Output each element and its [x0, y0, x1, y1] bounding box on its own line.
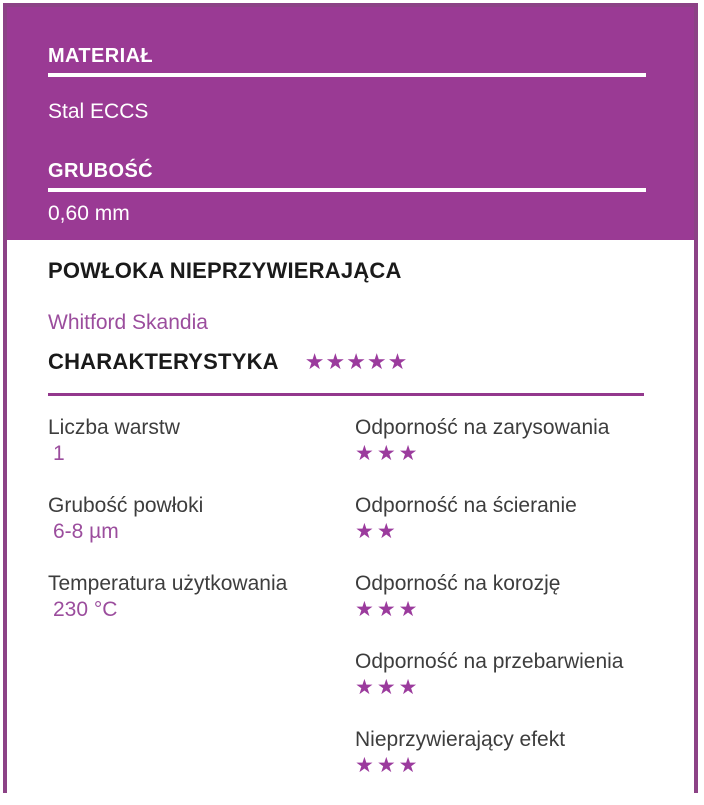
- prop-odpornosc-scieranie: [355, 493, 645, 571]
- prop-label: Odporność na ścieranie: [355, 494, 577, 517]
- coating-section: [7, 240, 694, 805]
- thickness-label: GRUBOŚĆ: [48, 160, 154, 182]
- material-label: MATERIAŁ: [48, 45, 154, 67]
- prop-odpornosc-korozje: [355, 571, 645, 649]
- prop-value: 230 °C: [53, 598, 118, 621]
- rating-stars: ★★★: [355, 442, 421, 465]
- prop-label: Nieprzywierający efekt: [355, 728, 566, 751]
- prop-grubosc-powloki: [48, 493, 355, 571]
- material-header-section: [7, 7, 694, 240]
- prop-value: 6-8 µm: [53, 520, 119, 543]
- characteristics-row: [48, 349, 645, 375]
- thickness-value: 0,60 mm: [48, 202, 130, 225]
- prop-label: Grubość powłoki: [48, 494, 204, 517]
- thickness-underline: [48, 188, 646, 192]
- prop-odpornosc-zarysowania: [355, 415, 645, 493]
- prop-label: Liczba warstw: [48, 416, 180, 439]
- prop-label: Odporność na przebarwienia: [355, 650, 624, 673]
- characteristics-label: CHARAKTERYSTYKA: [48, 349, 279, 374]
- section-divider: [48, 393, 644, 396]
- material-underline: [48, 73, 646, 77]
- properties-column-right: [355, 415, 645, 805]
- rating-stars: ★★★: [355, 754, 421, 777]
- material-block: [48, 45, 646, 125]
- prop-label: Odporność na korozję: [355, 572, 561, 595]
- properties-grid: [48, 415, 645, 805]
- thickness-block: [48, 160, 646, 227]
- coating-brand: Whitford Skandia: [48, 311, 208, 334]
- prop-nieprzywierajacy-efekt: [355, 727, 645, 805]
- prop-label: Temperatura użytkowania: [48, 572, 288, 595]
- prop-liczba-warstw: [48, 415, 355, 493]
- coating-title: POWŁOKA NIEPRZYWIERAJĄCA: [48, 258, 402, 283]
- properties-column-left: [48, 415, 355, 805]
- prop-label: Odporność na zarysowania: [355, 416, 610, 439]
- material-value: Stal ECCS: [48, 100, 149, 123]
- rating-stars: ★★★: [355, 598, 421, 621]
- prop-odpornosc-przebarwienia: [355, 649, 645, 727]
- prop-value: 1: [53, 442, 65, 465]
- rating-stars: ★★: [355, 520, 399, 543]
- rating-stars: ★★★: [355, 676, 421, 699]
- prop-temperatura: [48, 571, 355, 649]
- product-spec-card: [3, 3, 698, 793]
- overall-rating-stars: ★★★★★: [304, 349, 409, 374]
